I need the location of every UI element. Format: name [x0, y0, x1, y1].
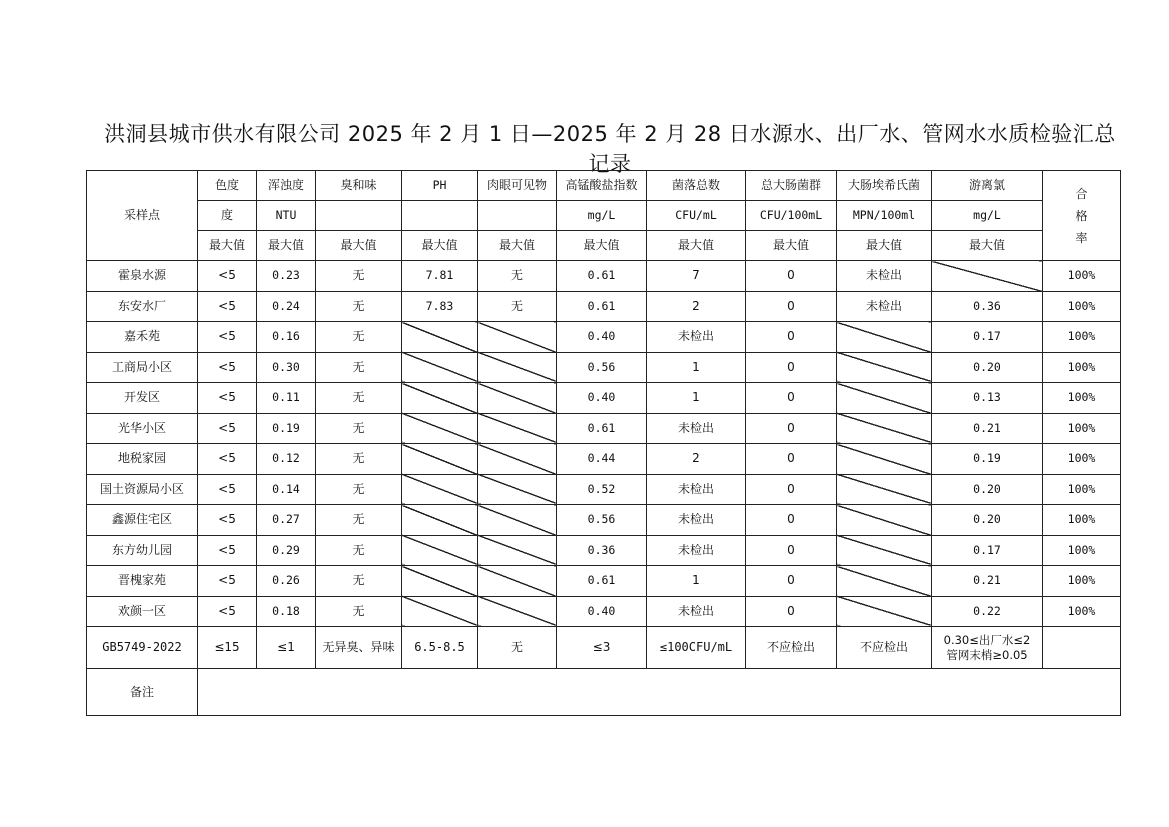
cell-color: <5 — [198, 505, 257, 536]
cell-color: <5 — [198, 261, 257, 292]
param-unit: mg/L — [932, 201, 1043, 231]
param-unit — [316, 201, 402, 231]
std-odor: 无异臭、异味 — [316, 627, 402, 669]
not-tested-cell — [837, 535, 932, 566]
table-row — [87, 566, 1121, 597]
cell-coliform: 0 — [746, 383, 837, 414]
sample-site: 工商局小区 — [87, 352, 198, 383]
not-tested-cell — [837, 505, 932, 536]
not-tested-cell — [402, 474, 478, 505]
cell-odor: 无 — [316, 566, 402, 597]
not-tested-cell — [478, 505, 557, 536]
param-unit: NTU — [257, 201, 316, 231]
not-tested-cell — [402, 596, 478, 627]
cell-odor: 无 — [316, 291, 402, 322]
header-row-units — [87, 201, 1121, 231]
cell-chlorine: 0.20 — [932, 505, 1043, 536]
table-row — [87, 505, 1121, 536]
param-unit: 度 — [198, 201, 257, 231]
not-tested-cell — [402, 444, 478, 475]
cell-turbidity: 0.27 — [257, 505, 316, 536]
not-tested-cell — [837, 413, 932, 444]
param-stat: 最大值 — [402, 231, 478, 261]
param-stat: 最大值 — [557, 231, 647, 261]
not-tested-cell — [402, 505, 478, 536]
param-name: 高锰酸盐指数 — [557, 171, 647, 201]
cell-cod: 0.40 — [557, 596, 647, 627]
cell-coliform: 0 — [746, 413, 837, 444]
not-tested-cell — [478, 413, 557, 444]
table-row — [87, 444, 1121, 475]
page-title: 洪洞县城市供水有限公司 2025 年 2 月 1 日—2025 年 2 月 28 日水源水、出厂水、管网水水质检验汇总记录 — [104, 122, 1116, 176]
cell-cod: 0.56 — [557, 505, 647, 536]
cell-chlorine: 0.13 — [932, 383, 1043, 414]
cell-coliform: 0 — [746, 261, 837, 292]
cell-chlorine: 0.20 — [932, 352, 1043, 383]
cell-cod: 0.56 — [557, 352, 647, 383]
cell-turbidity: 0.18 — [257, 596, 316, 627]
cell-cod: 0.61 — [557, 413, 647, 444]
param-name: 肉眼可见物 — [478, 171, 557, 201]
not-tested-cell — [402, 383, 478, 414]
sample-point-header: 采样点 — [87, 171, 198, 261]
cell-coliform: 0 — [746, 444, 837, 475]
cell-color: <5 — [198, 352, 257, 383]
std-color: ≤15 — [198, 627, 257, 669]
cell-rate: 100% — [1043, 261, 1121, 292]
header-row-stats — [87, 231, 1121, 261]
cell-visible: 无 — [478, 291, 557, 322]
not-tested-cell — [402, 413, 478, 444]
not-tested-cell — [837, 444, 932, 475]
param-stat: 最大值 — [746, 231, 837, 261]
param-stat: 最大值 — [837, 231, 932, 261]
sample-site: 嘉禾苑 — [87, 322, 198, 353]
not-tested-cell — [932, 261, 1043, 292]
cell-cod: 0.61 — [557, 261, 647, 292]
std-chlorine — [932, 627, 1043, 669]
not-tested-cell — [837, 566, 932, 597]
cell-colony: 2 — [647, 291, 746, 322]
cell-coliform: 0 — [746, 566, 837, 597]
note-content — [198, 669, 1121, 716]
std-turbidity: ≤1 — [257, 627, 316, 669]
param-name: 臭和味 — [316, 171, 402, 201]
cell-rate: 100% — [1043, 383, 1121, 414]
cell-coliform: 0 — [746, 474, 837, 505]
cell-color: <5 — [198, 474, 257, 505]
param-unit: CFU/100mL — [746, 201, 837, 231]
param-name: 浑浊度 — [257, 171, 316, 201]
standard-name: GB5749-2022 — [87, 627, 198, 669]
cell-cod: 0.52 — [557, 474, 647, 505]
cell-odor: 无 — [316, 352, 402, 383]
cell-cod: 0.40 — [557, 322, 647, 353]
cell-chlorine: 0.21 — [932, 413, 1043, 444]
cell-color: <5 — [198, 596, 257, 627]
cell-colony: 未检出 — [647, 474, 746, 505]
param-unit: mg/L — [557, 201, 647, 231]
cell-colony: 未检出 — [647, 413, 746, 444]
sample-site: 地税家园 — [87, 444, 198, 475]
param-name: 游离氯 — [932, 171, 1043, 201]
cell-rate: 100% — [1043, 474, 1121, 505]
cell-cod: 0.61 — [557, 566, 647, 597]
std-ph: 6.5-8.5 — [402, 627, 478, 669]
param-name: 菌落总数 — [647, 171, 746, 201]
qualified-rate-header — [1043, 171, 1121, 261]
cell-chlorine: 0.36 — [932, 291, 1043, 322]
cell-color: <5 — [198, 413, 257, 444]
cell-odor: 无 — [316, 261, 402, 292]
table-row — [87, 322, 1121, 353]
cell-ecoli: 未检出 — [837, 261, 932, 292]
param-stat: 最大值 — [478, 231, 557, 261]
cell-odor: 无 — [316, 535, 402, 566]
not-tested-cell — [478, 352, 557, 383]
param-name: PH — [402, 171, 478, 201]
cell-colony: 1 — [647, 383, 746, 414]
cell-coliform: 0 — [746, 505, 837, 536]
std-ecoli: 不应检出 — [837, 627, 932, 669]
not-tested-cell — [478, 383, 557, 414]
cell-odor: 无 — [316, 413, 402, 444]
cell-ecoli: 未检出 — [837, 291, 932, 322]
note-row — [87, 669, 1121, 716]
cell-odor: 无 — [316, 383, 402, 414]
cell-turbidity: 0.24 — [257, 291, 316, 322]
cell-coliform: 0 — [746, 291, 837, 322]
cell-chlorine: 0.17 — [932, 322, 1043, 353]
not-tested-cell — [837, 474, 932, 505]
param-stat: 最大值 — [932, 231, 1043, 261]
cell-odor: 无 — [316, 474, 402, 505]
cell-cod: 0.36 — [557, 535, 647, 566]
param-stat: 最大值 — [198, 231, 257, 261]
note-label: 备注 — [87, 669, 198, 716]
param-name: 色度 — [198, 171, 257, 201]
cell-turbidity: 0.14 — [257, 474, 316, 505]
cell-colony: 1 — [647, 566, 746, 597]
header-row-names — [87, 171, 1121, 201]
param-unit: MPN/100ml — [837, 201, 932, 231]
param-unit: CFU/mL — [647, 201, 746, 231]
cell-coliform: 0 — [746, 352, 837, 383]
cell-turbidity: 0.23 — [257, 261, 316, 292]
param-name: 大肠埃希氏菌 — [837, 171, 932, 201]
cell-cod: 0.44 — [557, 444, 647, 475]
not-tested-cell — [837, 383, 932, 414]
cell-turbidity: 0.12 — [257, 444, 316, 475]
table-row — [87, 291, 1121, 322]
standard-row — [87, 627, 1121, 669]
cell-color: <5 — [198, 566, 257, 597]
param-unit — [402, 201, 478, 231]
sample-site: 开发区 — [87, 383, 198, 414]
qualified-rate-label: 合 格 率 — [1075, 186, 1088, 245]
cell-turbidity: 0.19 — [257, 413, 316, 444]
cell-colony: 未检出 — [647, 596, 746, 627]
std-colony: ≤100CFU/mL — [647, 627, 746, 669]
cell-rate: 100% — [1043, 535, 1121, 566]
std-chlorine-line1: 0.30≤出厂水≤2 — [943, 632, 1031, 647]
not-tested-cell — [478, 474, 557, 505]
cell-color: <5 — [198, 291, 257, 322]
cell-cod: 0.61 — [557, 291, 647, 322]
cell-chlorine: 0.21 — [932, 566, 1043, 597]
cell-rate: 100% — [1043, 596, 1121, 627]
sample-site: 东方幼儿园 — [87, 535, 198, 566]
cell-rate: 100% — [1043, 444, 1121, 475]
std-cod: ≤3 — [557, 627, 647, 669]
cell-coliform: 0 — [746, 596, 837, 627]
cell-color: <5 — [198, 383, 257, 414]
cell-rate: 100% — [1043, 291, 1121, 322]
not-tested-cell — [478, 322, 557, 353]
table-row — [87, 413, 1121, 444]
cell-ph: 7.83 — [402, 291, 478, 322]
table-row — [87, 383, 1121, 414]
cell-cod: 0.40 — [557, 383, 647, 414]
cell-chlorine: 0.20 — [932, 474, 1043, 505]
cell-turbidity: 0.11 — [257, 383, 316, 414]
cell-turbidity: 0.26 — [257, 566, 316, 597]
param-stat: 最大值 — [257, 231, 316, 261]
cell-rate: 100% — [1043, 413, 1121, 444]
not-tested-cell — [478, 444, 557, 475]
sample-site: 欢颜一区 — [87, 596, 198, 627]
std-visible: 无 — [478, 627, 557, 669]
cell-turbidity: 0.29 — [257, 535, 316, 566]
not-tested-cell — [837, 596, 932, 627]
cell-visible: 无 — [478, 261, 557, 292]
table-row — [87, 352, 1121, 383]
cell-chlorine: 0.17 — [932, 535, 1043, 566]
cell-color: <5 — [198, 444, 257, 475]
sample-site: 东安水厂 — [87, 291, 198, 322]
not-tested-cell — [478, 596, 557, 627]
cell-coliform: 0 — [746, 322, 837, 353]
not-tested-cell — [402, 352, 478, 383]
not-tested-cell — [478, 535, 557, 566]
cell-chlorine: 0.19 — [932, 444, 1043, 475]
param-stat: 最大值 — [316, 231, 402, 261]
not-tested-cell — [402, 322, 478, 353]
sample-site: 国土资源局小区 — [87, 474, 198, 505]
sample-site: 光华小区 — [87, 413, 198, 444]
cell-colony: 未检出 — [647, 535, 746, 566]
not-tested-cell — [837, 352, 932, 383]
cell-odor: 无 — [316, 505, 402, 536]
cell-rate: 100% — [1043, 566, 1121, 597]
table-row — [87, 596, 1121, 627]
cell-turbidity: 0.30 — [257, 352, 316, 383]
cell-colony: 未检出 — [647, 322, 746, 353]
cell-chlorine: 0.22 — [932, 596, 1043, 627]
sample-site: 鑫源住宅区 — [87, 505, 198, 536]
cell-colony: 2 — [647, 444, 746, 475]
cell-rate: 100% — [1043, 352, 1121, 383]
cell-odor: 无 — [316, 322, 402, 353]
not-tested-cell — [478, 566, 557, 597]
cell-ph: 7.81 — [402, 261, 478, 292]
not-tested-cell — [402, 535, 478, 566]
table-row — [87, 474, 1121, 505]
cell-colony: 1 — [647, 352, 746, 383]
std-coliform: 不应检出 — [746, 627, 837, 669]
cell-color: <5 — [198, 535, 257, 566]
table-row — [87, 535, 1121, 566]
std-chlorine-line2: 管网末梢≥0.05 — [946, 647, 1028, 662]
cell-rate: 100% — [1043, 505, 1121, 536]
table-row — [87, 261, 1121, 292]
std-rate-empty — [1043, 627, 1121, 669]
sample-site: 晋槐家苑 — [87, 566, 198, 597]
param-stat: 最大值 — [647, 231, 746, 261]
sample-site: 霍泉水源 — [87, 261, 198, 292]
cell-rate: 100% — [1043, 322, 1121, 353]
cell-colony: 未检出 — [647, 505, 746, 536]
not-tested-cell — [837, 322, 932, 353]
cell-coliform: 0 — [746, 535, 837, 566]
cell-color: <5 — [198, 322, 257, 353]
not-tested-cell — [402, 566, 478, 597]
cell-odor: 无 — [316, 596, 402, 627]
cell-odor: 无 — [316, 444, 402, 475]
param-unit — [478, 201, 557, 231]
param-name: 总大肠菌群 — [746, 171, 837, 201]
water-quality-table — [86, 170, 1121, 716]
cell-colony: 7 — [647, 261, 746, 292]
cell-turbidity: 0.16 — [257, 322, 316, 353]
